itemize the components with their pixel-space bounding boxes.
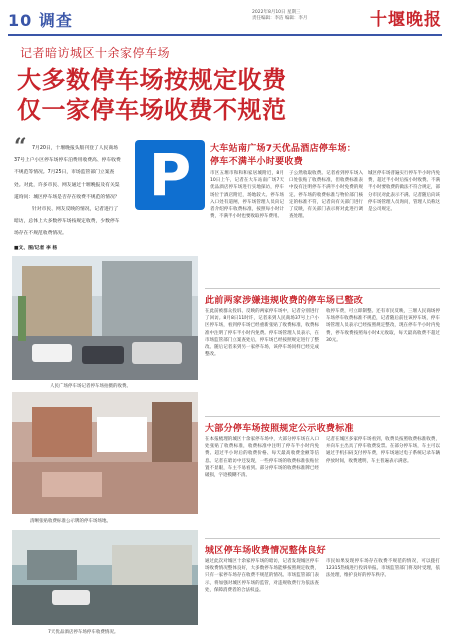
section-3-text-col-1: 在本报梳理的城区十余家停车场中，大部分停车场在入口处张贴了收费标准，收费标准中注明了停车半小时内免费、超过半小时后的收费价格、每天最高收费金额等信息。记者在暗访中还发现，一些停车场的收费标准张贴位置不显眼，车主不易看到。部分停车场的收费标准牌已经破损，字迹模糊不清。 xyxy=(205,437,319,479)
section-1-text-col-2: 子公然收取收费。记者看到停车场入口处张贴了收费标准，但收费标准表中没有注明停车不满半小时免费的规定。停车场的收费标准与物价部门核定的标准不符，记者向有关部门进行了反映，有关部门表示将对此进行调查处理。 xyxy=(289,171,363,220)
section-1-title-line-1: 大车站南广场7天优品酒店停车场： xyxy=(210,144,357,154)
section-4-divider xyxy=(205,538,440,539)
masthead xyxy=(0,0,450,38)
section-1-text-col-3: 城区停车场普遍实行停车半小时内免费，超过半小时后按小时收费。不满半小时要收费的做法不符合规定，部分市民对此表示不满。记者随后向该停车场管理人员询问，管理人员称这是公司规定。 xyxy=(368,171,440,213)
section-4-text-col-2: 市民如果发现停车场存在收费不规范的情况，可以拨打12315热线进行投诉举报。市场监管部门将及时受理，依法处理，维护良好的停车秩序。 xyxy=(326,559,440,579)
photo-2 xyxy=(12,392,198,514)
photo-3 xyxy=(12,530,198,625)
date-line-2: 责任编辑：李洁 编辑：李月 xyxy=(252,16,308,21)
section-4-text-col-1: 通过此次对城区十余家停车场的暗访，记者发现城区停车场收费情况整体良好，大多数停车场能够按照规定收费，只有一家停车场存在收费不规范的情况。市场监管部门表示，将加强对城区停车场的监管，对违规收费行为依法查处，保障消费者的合法权益。 xyxy=(205,559,319,593)
quote-mark-icon: “ xyxy=(14,134,27,160)
section-2-divider xyxy=(205,288,440,289)
section-1-title-line-2: 停车不满半小时要收费 xyxy=(210,157,304,167)
masthead-rule xyxy=(8,34,442,36)
lead-paragraph xyxy=(14,143,122,255)
section-2-text-col-2: 收停车费，可立即制整。还有市民反映，三堰人民商场停车场停车收费标准不规范，记者随后前往该停车场，停车场管理人员表示已经按照规定整改，现在停车半小时内免费，停车收费按照每小时4元收取，每天最高收费不超过30元。 xyxy=(326,309,440,343)
section-2-title: 此前两家涉嫌违规收费的停车场已整改 xyxy=(205,296,364,306)
section-3-divider xyxy=(205,416,440,417)
lead-para-2: 针对市民、网友反映的情况，记者进行了暗访，总体上大多数停车场按规定收费，少数停车场存在不规范收费情况。 xyxy=(14,207,120,237)
section-3-text-col-2: 记者在城区多家停车场看到，收费员按照收费标准收费，并向车主出具了停车收费发票。在部分停车场，车主可以通过手机扫码支付停车费，停车场通过电子系统记录车辆停放时间，收费透明，车主普遍表示满意。 xyxy=(326,437,440,464)
section-1-text-col-1: 市区五堰市和和和家居城附近，8月10日上午，记者在大车站南广场7天优品酒店停车场进行实地探访，停车场位于酒店附近，场地较大。停车场入口处有道闸，停车场管理人员向记者介绍停车收费标准，按照每小时计费，不满半小时也要收取停车费用。 xyxy=(210,171,284,220)
section-4-title: 城区停车场收费情况整体良好 xyxy=(205,546,326,556)
byline: ■文、图/记者 李 杨 xyxy=(14,245,58,251)
photo-2-illustration xyxy=(12,392,198,514)
newspaper-brand: 十堰晚报 xyxy=(370,10,442,30)
photo-1 xyxy=(12,256,198,380)
kicker: 记者暗访城区十余家停车场 xyxy=(20,46,171,60)
parking-sign-icon xyxy=(135,140,205,210)
publication-date xyxy=(252,10,362,22)
section-label: 10 调查 xyxy=(8,11,73,30)
headline-line-1: 大多数停车场按规定收费 xyxy=(17,65,287,94)
photo-3-illustration xyxy=(12,530,198,625)
photo-1-illustration xyxy=(12,256,198,380)
photo-1-caption: 人民广场停车场记者停车场拍摄的收费。 xyxy=(50,384,131,389)
headline-line-2: 仅一家停车场收费不规范 xyxy=(17,95,287,124)
date-line-1: 2022年8月10日 星期三 xyxy=(252,10,301,15)
lead-para-1: 7月20日，十堰晚报头版刊登了人民商场37号上户小区停车场停车泊费用收费高、停车收费不规范等情况。7月25日，市场监管部门立案查处。对此，许多市民、网友通过十堰晚报及有关渠道询问：城区停车场是否存在收费不规范的情况？ xyxy=(14,146,121,200)
parking-sign-letter: P xyxy=(148,141,192,209)
section-3-title: 大部分停车场按照规定公示收费标准 xyxy=(205,424,354,434)
photo-2-caption: 清晰张贴收费标准公示牌的停车场场地。 xyxy=(30,519,111,524)
photo-3-caption: 7天优品酒店停车场停车收费情况。 xyxy=(48,630,119,635)
section-2-text-col-1: 在此前被群众投诉、反映的两家停车场中，记者分别进行了回访。8月8日11时许，记者来到人民商场37号上户小区停车场，看到停车场已经重新张贴了收费标准，收费标准中注明了停车半小时内免费。停车场管理人员表示，在市场监管部门立案查处后，停车场已经按照规定进行了整改。随后记者来到另一家停车场，该停车场同样已经完成整改。 xyxy=(205,309,319,358)
